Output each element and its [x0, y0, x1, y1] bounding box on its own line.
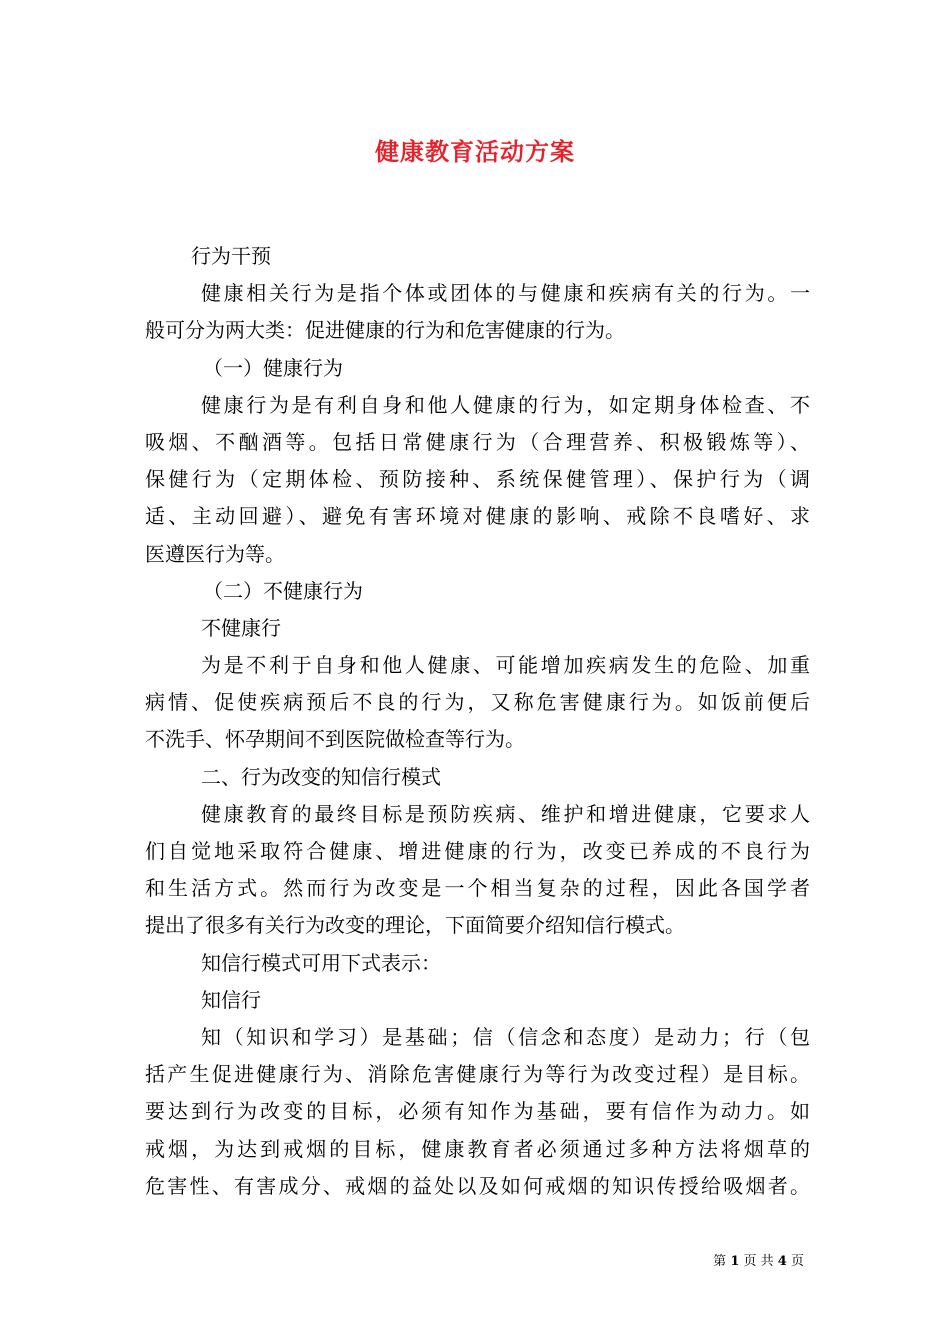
text-line: 知（知识和学习）是基础；信（信念和态度）是动力；行（包 — [201, 1024, 810, 1049]
text-line: 般可分为两大类：促进健康的行为和危害健康的行为。 — [145, 318, 625, 343]
text-line: 保健行为（定期体检、预防接种、系统保健管理）、保护行为（调 — [145, 467, 810, 492]
text-line: 健康相关行为是指个体或团体的与健康和疾病有关的行为。一 — [201, 281, 810, 306]
text-line: 知信行模式可用下式表示： — [201, 950, 441, 975]
text-line: 健康教育的最终目标是预防疾病、维护和增进健康，它要求人 — [201, 801, 810, 826]
text-line: 括产生促进健康行为、消除危害健康行为等行为改变过程）是目标。 — [145, 1062, 810, 1087]
text-line: 病情、促使疾病预后不良的行为，又称危害健康行为。如饭前便后 — [145, 690, 810, 715]
text-line: 和生活方式。然而行为改变是一个相当复杂的过程，因此各国学者 — [145, 876, 810, 901]
footer-middle: 页 共 — [743, 1254, 774, 1269]
text-line: 吸烟、不酗酒等。包括日常健康行为（合理营养、积极锻炼等）、 — [145, 429, 810, 454]
document-body — [145, 238, 810, 1205]
text-line: 提出了很多有关行为改变的理论，下面简要介绍知信行模式。 — [145, 913, 685, 938]
text-line: 不健康行 — [201, 615, 281, 640]
text-line: 适、主动回避）、避免有害环境对健康的影响、戒除不良嗜好、求 — [145, 504, 810, 529]
text-line: 们自觉地采取符合健康、增进健康的行为，改变已养成的不良行为 — [145, 839, 810, 863]
text-line: 为是不利于自身和他人健康、可能增加疾病发生的危险、加重 — [201, 653, 810, 678]
text-line: 要达到行为改变的目标，必须有知作为基础，要有信作为动力。如 — [145, 1099, 810, 1124]
text-line: 危害性、有害成分、戒烟的益处以及如何戒烟的知识传授给吸烟者。 — [145, 1173, 810, 1198]
footer-suffix: 页 — [790, 1254, 804, 1269]
document-title: 健康教育活动方案 — [375, 137, 575, 166]
text-line: （二）不健康行为 — [203, 578, 363, 603]
text-line: 行为干预 — [191, 244, 271, 268]
text-line: 二、行为改变的知信行模式 — [201, 764, 441, 789]
footer-prefix: 第 — [713, 1254, 727, 1269]
text-line: （一）健康行为 — [203, 355, 343, 380]
text-line: 戒烟，为达到戒烟的目标，健康教育者必须通过多种方法将烟草的 — [145, 1136, 810, 1161]
page-number-footer — [713, 1250, 804, 1269]
text-line: 知信行 — [201, 987, 261, 1012]
text-line: 健康行为是有利自身和他人健康的行为，如定期身体检查、不 — [201, 392, 810, 417]
text-line: 不洗手、怀孕期间不到医院做检查等行为。 — [145, 727, 525, 752]
current-page-number: 1 — [730, 1254, 740, 1269]
text-line: 医遵医行为等。 — [145, 541, 285, 566]
total-page-count: 4 — [777, 1254, 787, 1269]
